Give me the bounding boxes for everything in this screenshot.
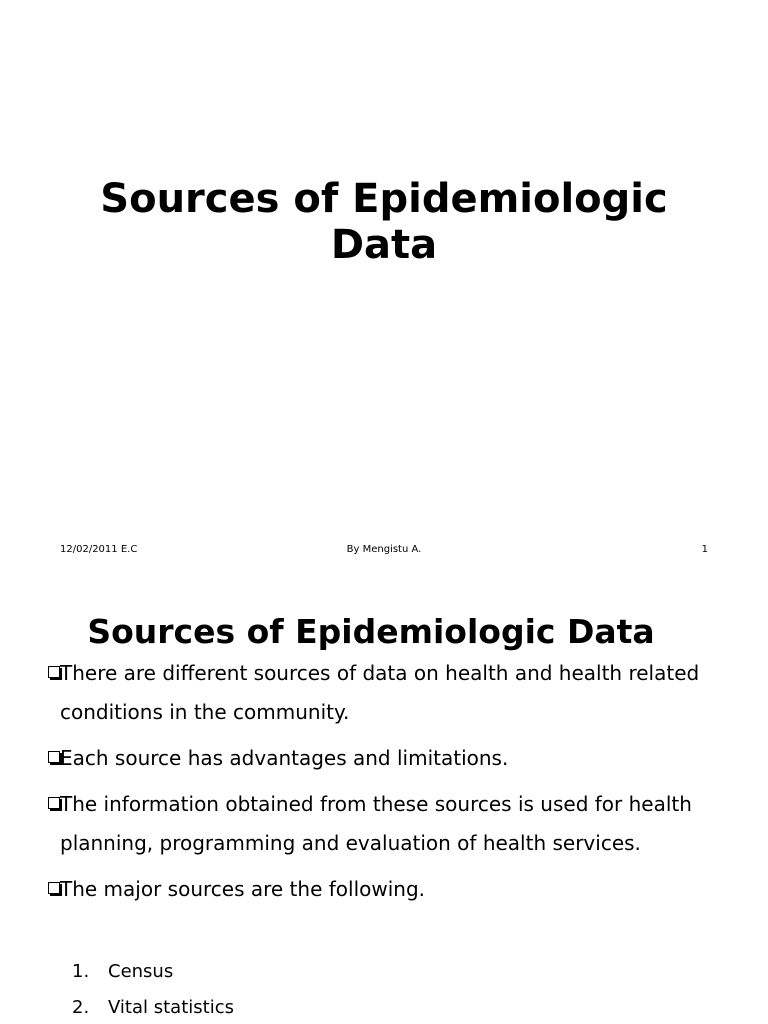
slide-2 — [0, 576, 768, 1024]
checkbox-bullet-icon — [48, 666, 60, 678]
checkbox-bullet-icon — [48, 751, 60, 763]
list-number: 1. — [72, 961, 90, 982]
slide-title-line-1: Sources of Epidemiologic — [100, 176, 668, 222]
numbered-list-item — [72, 954, 234, 990]
bullet-item — [46, 654, 736, 732]
footer-page-number: 1 — [701, 544, 708, 555]
list-number: 2. — [72, 997, 90, 1018]
bullet-text: Each source has advantages and limitations. — [60, 746, 509, 770]
slide-title — [0, 176, 768, 268]
numbered-list-item — [72, 990, 234, 1024]
checkbox-bullet-icon — [48, 797, 60, 809]
bullet-list — [46, 654, 736, 916]
bullet-item — [46, 739, 736, 778]
bullet-text: The major sources are the following. — [60, 877, 426, 901]
slide-title: Sources of Epidemiologic Data — [87, 612, 655, 651]
list-item-label: Vital statistics — [108, 997, 234, 1018]
checkbox-bullet-icon — [48, 882, 60, 894]
slide-title-line-2: Data — [330, 222, 438, 268]
bullet-item — [46, 870, 736, 909]
footer-date: 12/02/2011 E.C — [60, 544, 138, 555]
footer-author: By Mengistu A. — [346, 544, 422, 555]
bullet-text: There are different sources of data on health and health related conditions in the community. — [60, 661, 700, 724]
bullet-text: The information obtained from these sources is used for health planning, programming and evaluation of health services. — [60, 792, 692, 855]
numbered-list — [72, 954, 234, 1024]
list-item-label: Census — [108, 961, 174, 982]
bullet-item — [46, 785, 736, 863]
